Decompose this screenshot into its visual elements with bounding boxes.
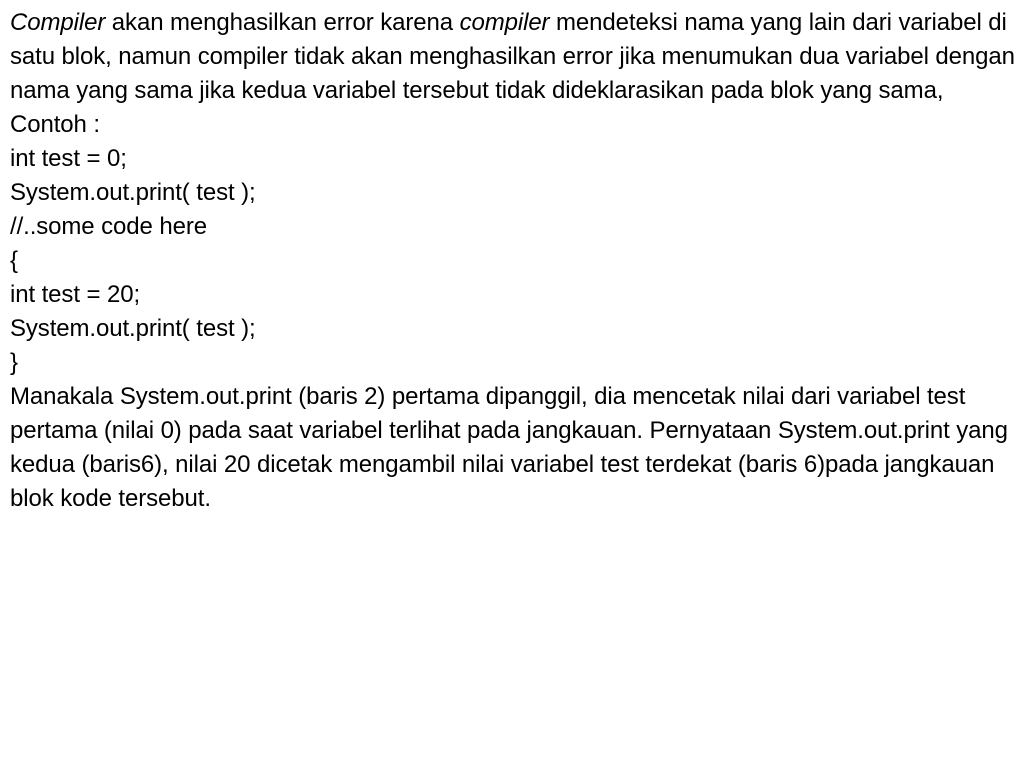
code-line: } bbox=[10, 349, 18, 376]
intro-term-compiler: Compiler bbox=[10, 9, 106, 36]
intro-term-compiler-2: compiler bbox=[459, 9, 550, 36]
code-line: //..some code here bbox=[10, 213, 207, 240]
code-line: { bbox=[10, 247, 18, 274]
intro-text-part-2: mendeteksi nama yang lain dari variabel di satu blok, namun compiler tidak akan menghasilkan error jika menumukan dua variabel dengan nama yang sama jika kedua variabel tersebut tidak dideklarasikan pada blok yang sama, Contoh : bbox=[10, 9, 1015, 138]
code-line: int test = 0; bbox=[10, 145, 127, 172]
code-line: System.out.print( test ); bbox=[10, 315, 256, 342]
text-body bbox=[10, 6, 1018, 516]
code-line: System.out.print( test ); bbox=[10, 179, 256, 206]
explanation-paragraph: Manakala System.out.print (baris 2) pertama dipanggil, dia mencetak nilai dari variabel test pertama (nilai 0) pada saat variabel terlihat pada jangkauan. Pernyataan System.out.print yang kedua (baris6), nilai 20 dicetak mengambil nilai variabel test terdekat (baris 6)pada jangkauan blok kode tersebut. bbox=[10, 383, 1008, 512]
code-line: int test = 20; bbox=[10, 281, 141, 308]
intro-paragraph bbox=[10, 6, 1018, 142]
code-example bbox=[10, 142, 1018, 380]
intro-text-part-1: akan menghasilkan error karena bbox=[105, 9, 460, 36]
